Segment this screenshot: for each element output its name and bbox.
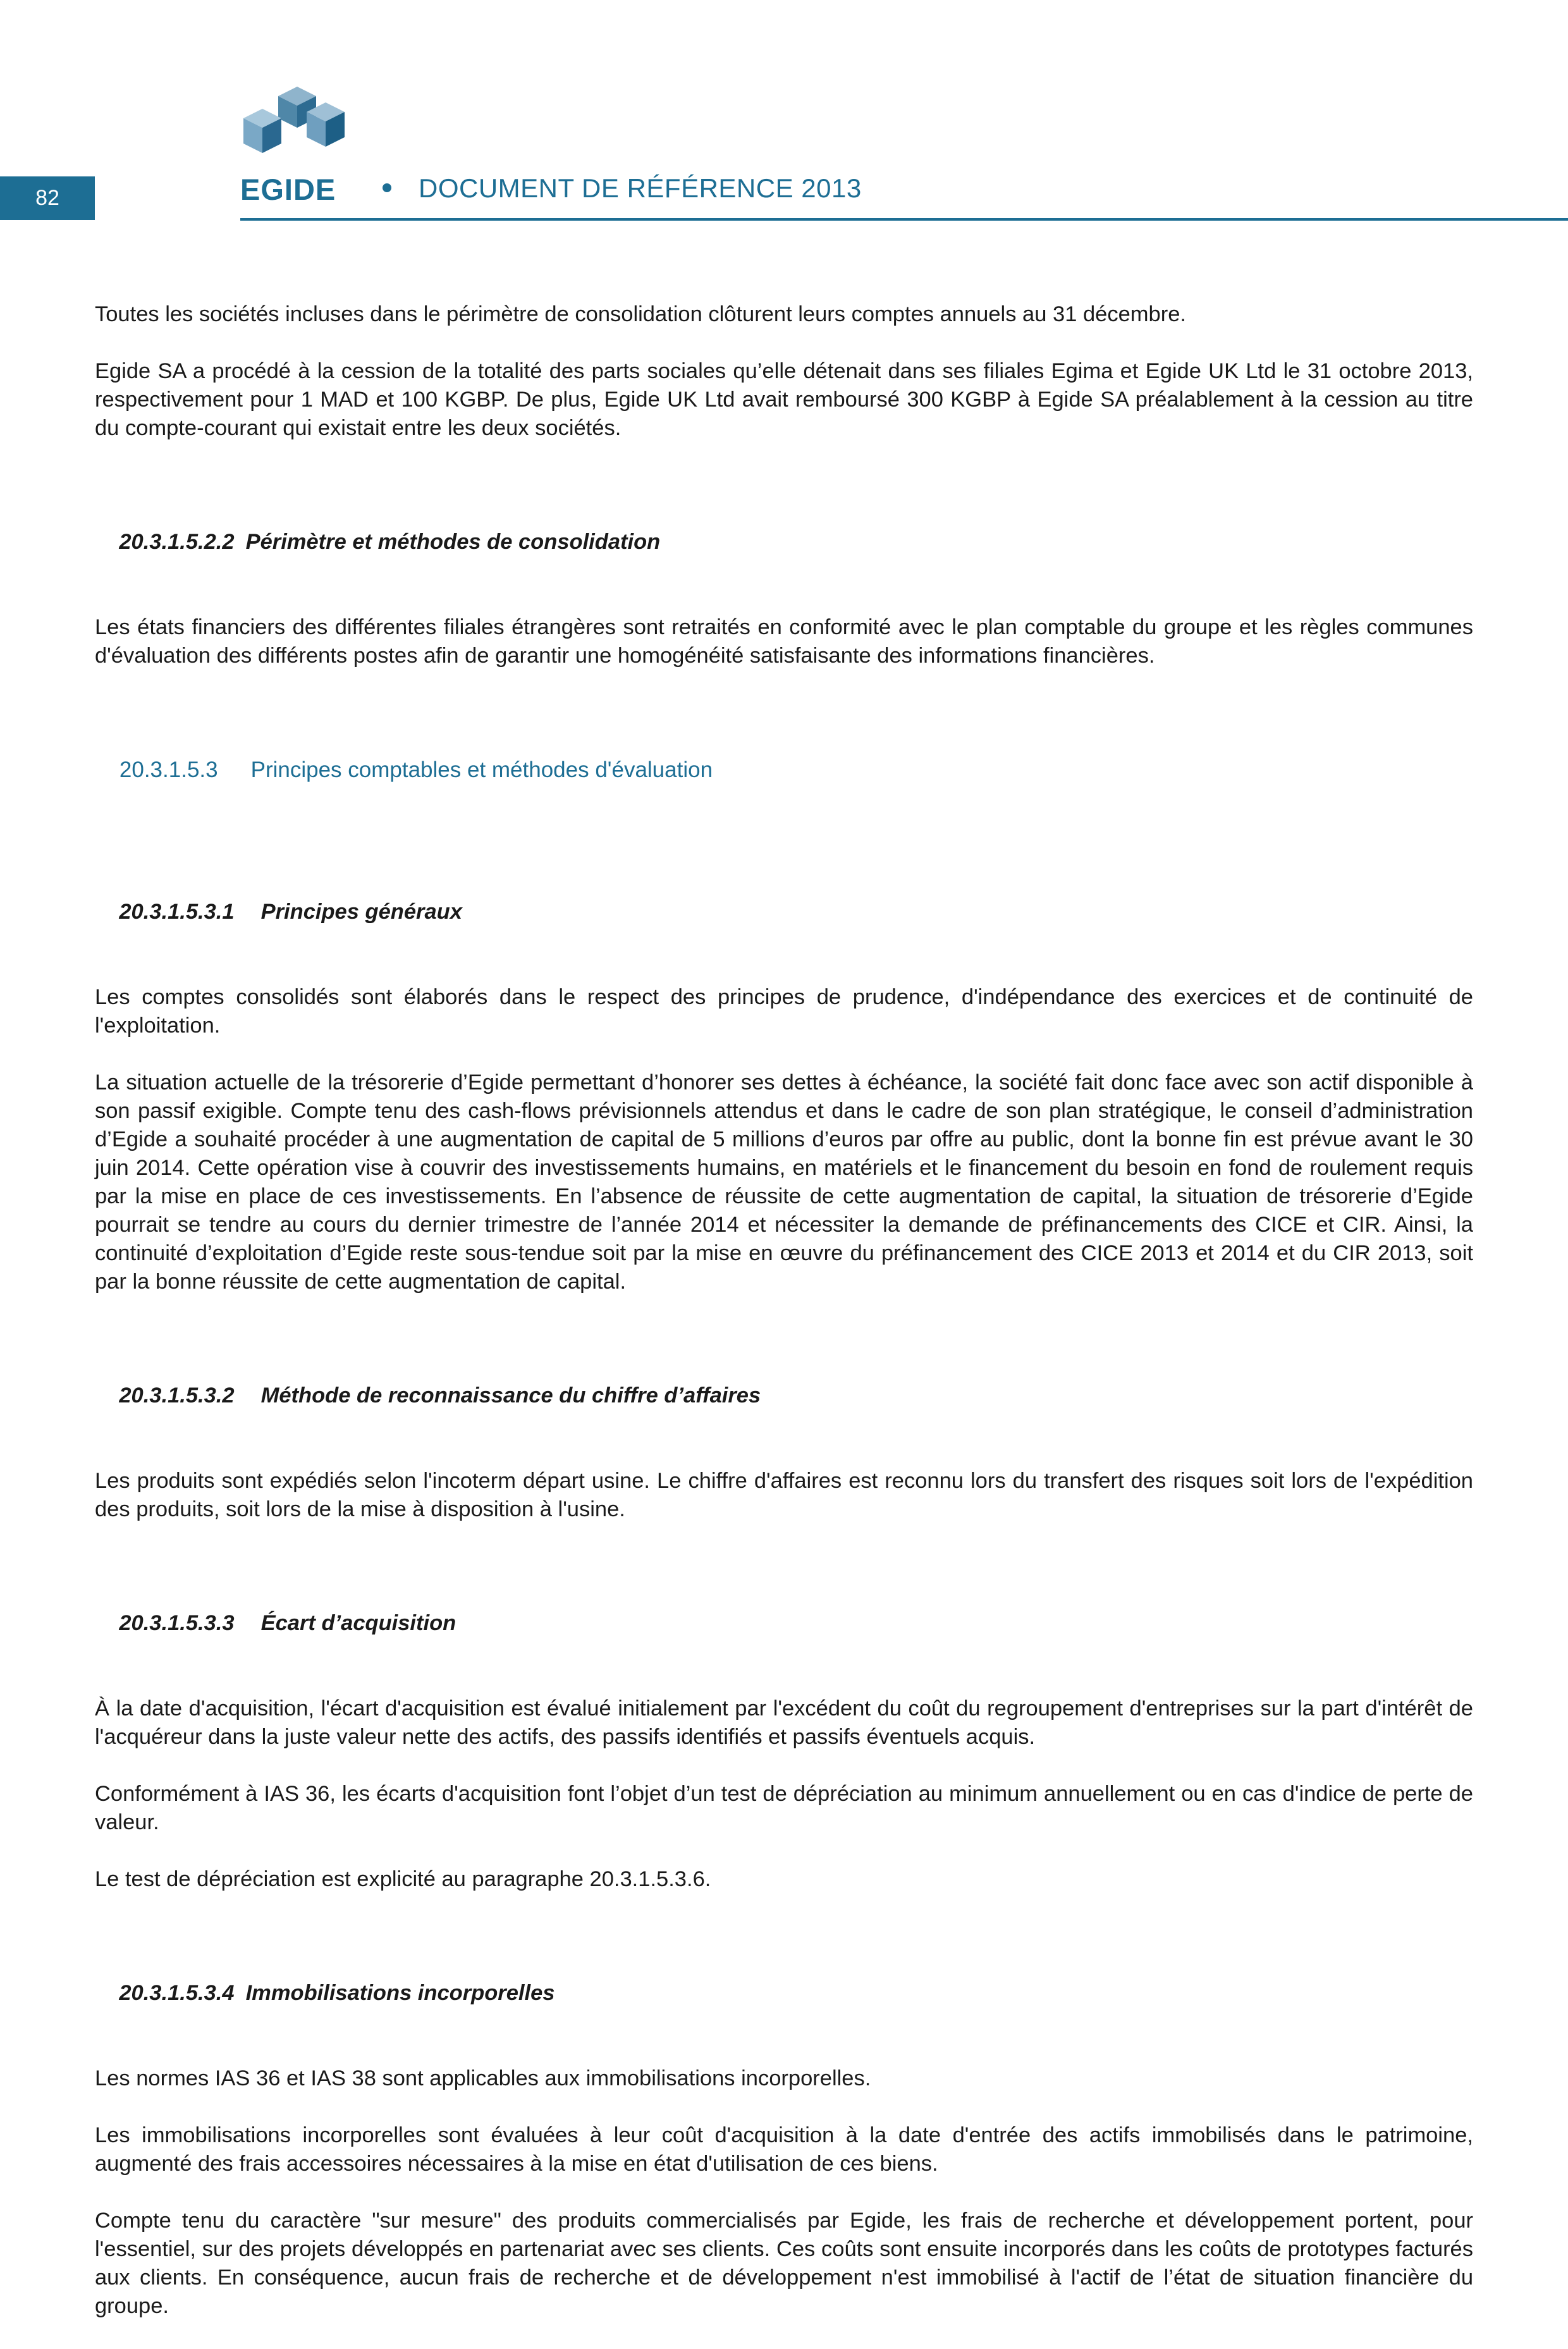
paragraph: Les normes IAS 36 et IAS 38 sont applicables aux immobilisations incorporelles. — [95, 2066, 871, 2090]
paragraph: Les états financiers des différentes filiales étrangères sont retraités en conformité avec le plan comptable du groupe et les règles communes d'évaluation des différents postes afin de garantir une homogénéité satisfaisante des informations financières. — [95, 615, 1473, 668]
paragraph: Les comptes consolidés sont élaborés dans le respect des principes de prudence, d'indépendance des exercices et de continuité de l'exploitation. — [95, 985, 1473, 1038]
heading-title: Principes comptables et méthodes d'évaluation — [250, 757, 713, 782]
brand-logo-text: EGIDE — [240, 173, 336, 206]
paragraph: Conformément à IAS 36, les écarts d'acquisition font l’objet d’un test de dépréciation au minimum annuellement ou en cas d'indice de perte de valeur. — [95, 1782, 1473, 1834]
paragraph: À la date d'acquisition, l'écart d'acquisition est évalué initialement par l'excédent du coût du regroupement d'entreprises sur la part d'intérêt de l'acquéreur dans la juste valeur nette des actifs, des passifs identifiés et passifs éventuels acquis. — [95, 1696, 1473, 1749]
subsection-heading — [95, 869, 1473, 955]
heading-number: 20.3.1.5.2.2 — [119, 530, 235, 554]
subsection-heading — [95, 1951, 1473, 2036]
heading-title: Immobilisations incorporelles — [245, 1981, 555, 2005]
page-number: 82 — [0, 176, 95, 220]
heading-number: 20.3.1.5.3.3 — [119, 1611, 235, 1635]
paragraph: Compte tenu du caractère "sur mesure" des produits commercialisés par Egide, les frais de recherche et développement portent, pour l'essentiel, sur des projets développés en partenariat avec ses clients. Ces coûts sont ensuite incorporés dans les coûts de prototypes facturés aux clients. En conséquence, aucun frais de recherche et de développement n'est immobilisé à l'actif de l’état de situation financière du groupe. — [95, 2209, 1473, 2318]
paragraph: Egide SA a procédé à la cession de la totalité des parts sociales qu’elle détenait dans ses filiales Egima et Egide UK Ltd le 31 octobre 2013, respectivement pour 1 MAD et 100 KGBP. De plus, Egide UK Ltd avait remboursé 300 KGBP à Egide SA préalablement à la cession au titre du compte-courant qui existait entre les deux sociétés. — [95, 359, 1473, 440]
heading-number: 20.3.1.5.3.1 — [119, 900, 235, 924]
heading-title: Méthode de reconnaissance du chiffre d’affaires — [260, 1383, 761, 1408]
paragraph: Les immobilisations incorporelles sont évaluées à leur coût d'acquisition à la date d'entrée des actifs immobilisés dans le patrimoine, augmenté des frais accessoires nécessaires à la mise en état d'utilisation de ces biens. — [95, 2123, 1473, 2176]
paragraph: Toutes les sociétés incluses dans le périmètre de consolidation clôturent leurs comptes annuels au 31 décembre. — [95, 302, 1186, 326]
heading-title: Écart d’acquisition — [260, 1611, 456, 1635]
subsection-heading — [95, 1353, 1473, 1438]
subsection-heading — [95, 500, 1473, 585]
page-body — [95, 300, 1473, 2349]
paragraph: La situation actuelle de la trésorerie d’Egide permettant d’honorer ses dettes à échéance, la société fait donc face avec son actif disponible à son passif exigible. Compte tenu des cash-flows prévisionnels attendus et dans le cadre de son plan stratégique, le conseil d’administration d’Egide a souhaité procéder à une augmentation de capital de 5 millions d’euros par offre au public, dont la bonne fin est prévue avant le 30 juin 2014. Cette opération vise à couvrir des investissements humains, en matériels et le financement du besoin en fond de roulement requis par la mise en place de ces investissements. En l’absence de réussite de cette augmentation de capital, la situation de trésorerie d’Egide pourrait se tendre au cours du dernier trimestre de l’année 2014 et nécessiter la demande de préfinancements des CICE et CIR. Ainsi, la continuité d’exploitation d’Egide reste sous-tendue soit par la mise en œuvre du préfinancement des CICE 2013 et 2014 et du CIR 2013, soit par la bonne réussite de cette augmentation de capital. — [95, 1070, 1473, 1294]
subsection-heading — [95, 1581, 1473, 1666]
document-title: DOCUMENT DE RÉFÉRENCE 2013 — [419, 173, 862, 203]
header-bullet — [383, 183, 391, 192]
paragraph: Le test de dépréciation est explicité au paragraphe 20.3.1.5.3.6. — [95, 1867, 711, 1891]
paragraph: Les produits sont expédiés selon l'incoterm départ usine. Le chiffre d'affaires est reconnu lors du transfert des risques soit lors de l'expédition des produits, soit lors de la mise à disposition à l'usine. — [95, 1469, 1473, 1521]
heading-number: 20.3.1.5.3 — [119, 757, 218, 782]
heading-title: Principes généraux — [260, 900, 462, 924]
heading-title: Périmètre et méthodes de consolidation — [245, 530, 661, 554]
heading-number: 20.3.1.5.3.2 — [119, 1383, 235, 1408]
section-heading — [95, 727, 1473, 813]
header-divider — [240, 218, 1568, 221]
heading-number: 20.3.1.5.3.4 — [119, 1981, 235, 2005]
